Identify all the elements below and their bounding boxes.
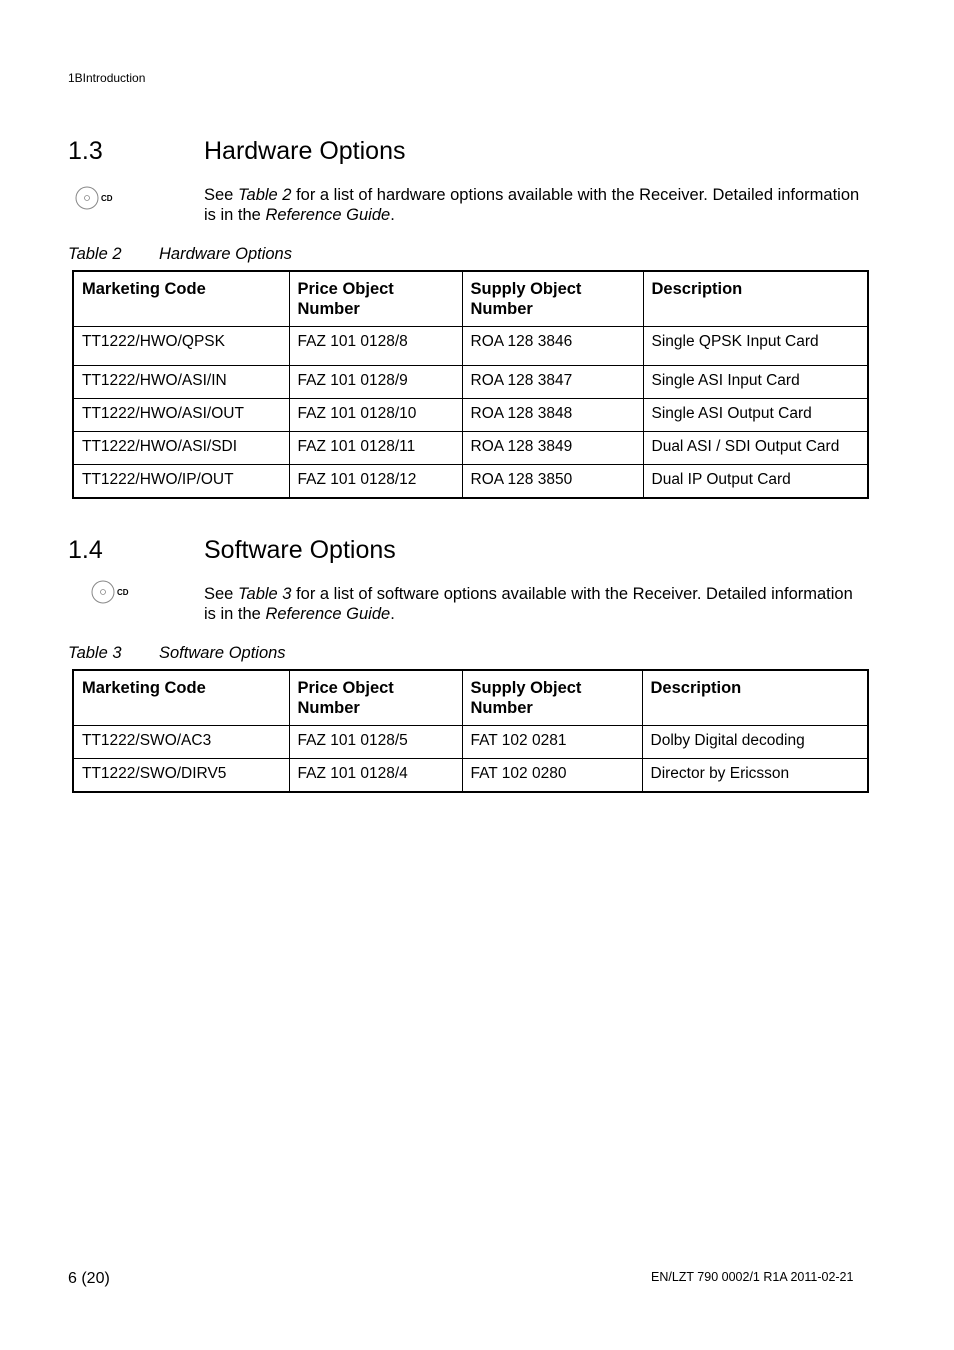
table-cell: ROA 128 3850	[462, 465, 643, 498]
table-row	[73, 399, 868, 432]
table-cell: ROA 128 3846	[462, 327, 643, 366]
table-row	[73, 465, 868, 498]
table-reference: Table 2	[237, 186, 292, 204]
software-options-table	[72, 669, 869, 793]
table-cell: TT1222/SWO/DIRV5	[73, 759, 289, 792]
table-cell: TT1222/HWO/ASI/OUT	[73, 399, 289, 432]
guide-reference: Reference Guide	[265, 206, 391, 224]
table-row	[73, 327, 868, 366]
running-header: 1BIntroduction	[68, 71, 146, 85]
column-header: Price Object Number	[289, 670, 462, 726]
table-cell: ROA 128 3849	[462, 432, 643, 465]
table-cell: FAZ 101 0128/4	[289, 759, 462, 792]
table-caption-label: Table 3	[68, 644, 122, 662]
table-cell: Dual ASI / SDI Output Card	[643, 432, 868, 465]
table-caption-title: Software Options	[159, 644, 286, 662]
table-cell: Single ASI Input Card	[643, 366, 868, 399]
table-cell: FAZ 101 0128/9	[289, 366, 462, 399]
table-cell: TT1222/HWO/IP/OUT	[73, 465, 289, 498]
table-cell: TT1222/HWO/QPSK	[73, 327, 289, 366]
table-caption-label: Table 2	[68, 245, 122, 263]
table-cell: Dolby Digital decoding	[642, 726, 868, 759]
section-title: Software Options	[204, 536, 396, 564]
column-header: Supply Object Number	[462, 670, 642, 726]
table-cell: FAZ 101 0128/11	[289, 432, 462, 465]
cd-icon	[74, 185, 114, 211]
column-header: Price Object Number	[289, 271, 462, 327]
table-cell: Single ASI Output Card	[643, 399, 868, 432]
table-cell: FAT 102 0280	[462, 759, 642, 792]
section-title: Hardware Options	[204, 137, 406, 165]
table-cell: FAZ 101 0128/8	[289, 327, 462, 366]
guide-reference: Reference Guide	[265, 605, 391, 623]
column-header: Description	[643, 271, 868, 327]
section-number: 1.3	[68, 137, 103, 165]
table-row	[73, 432, 868, 465]
document-number: EN/LZT 790 0002/1 R1A	[651, 1270, 787, 1284]
table-cell: TT1222/HWO/ASI/IN	[73, 366, 289, 399]
table-row	[73, 759, 868, 792]
section-number: 1.4	[68, 536, 103, 564]
intro-paragraph: See Table 3 for a list of software options available with the Receiver. Detailed information is in the Reference Guide.	[204, 585, 853, 623]
column-header: Marketing Code	[73, 271, 289, 327]
table-cell: TT1222/SWO/AC3	[73, 726, 289, 759]
table-cell: FAT 102 0281	[462, 726, 642, 759]
table-header-row	[73, 271, 868, 327]
document-date: 2011-02-21	[790, 1270, 854, 1284]
table-cell: FAZ 101 0128/10	[289, 399, 462, 432]
table-cell: Dual IP Output Card	[643, 465, 868, 498]
hardware-options-table	[72, 270, 869, 499]
table-cell: FAZ 101 0128/5	[289, 726, 462, 759]
cd-icon	[90, 579, 130, 605]
table-header-row	[73, 670, 868, 726]
table-cell: TT1222/HWO/ASI/SDI	[73, 432, 289, 465]
table-cell: ROA 128 3848	[462, 399, 643, 432]
svg-text:CD: CD	[117, 588, 129, 597]
column-header: Supply Object Number	[462, 271, 643, 327]
column-header: Marketing Code	[73, 670, 289, 726]
page-number: 6 (20)	[68, 1270, 110, 1287]
svg-text:CD: CD	[101, 194, 113, 203]
column-header: Description	[642, 670, 868, 726]
table-row	[73, 366, 868, 399]
intro-paragraph: See Table 2 for a list of hardware options available with the Receiver. Detailed information is in the Reference Guide.	[204, 186, 860, 224]
document-id	[651, 1270, 853, 1284]
table-caption-title: Hardware Options	[159, 245, 292, 263]
table-cell: Single QPSK Input Card	[643, 327, 868, 366]
table-cell: ROA 128 3847	[462, 366, 643, 399]
table-reference: Table 3	[237, 585, 292, 603]
table-cell: FAZ 101 0128/12	[289, 465, 462, 498]
table-row	[73, 726, 868, 759]
table-cell: Director by Ericsson	[642, 759, 868, 792]
